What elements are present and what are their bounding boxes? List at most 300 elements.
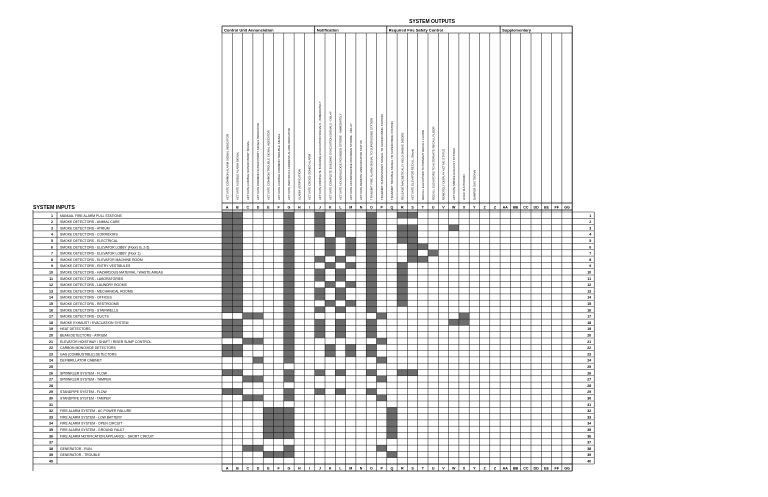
system-input-label: SMOKE DETECTORS - DUCTS (60, 314, 109, 319)
row-number: 1 (51, 213, 53, 218)
column-letter-top: D (256, 205, 260, 210)
matrix-mark (232, 294, 242, 300)
column-letter-bottom: Y (473, 466, 476, 471)
output-column-header: ACTUATE AUDIBLE ALARM SIGNAL (235, 151, 240, 200)
matrix-mark (377, 376, 387, 382)
matrix-mark (315, 288, 325, 294)
matrix-mark (335, 225, 345, 231)
matrix-mark (284, 357, 294, 363)
row-number-right: 10 (587, 270, 592, 275)
row-number: 27 (49, 377, 53, 382)
row-number-right: 21 (587, 339, 592, 344)
column-letter-bottom: O (369, 466, 373, 471)
output-column-header: ACTUATE AUDIBLE SUPERVISORY SIGNAL (245, 140, 250, 200)
matrix-mark (335, 294, 345, 300)
matrix-mark (387, 426, 397, 432)
matrix-mark (366, 300, 376, 306)
system-input-label: CARBON MONOXIDE DETECTORS (60, 346, 116, 351)
matrix-mark (325, 237, 335, 243)
matrix-mark (346, 351, 356, 357)
matrix-mark (335, 332, 345, 338)
row-number-right: 7 (589, 251, 592, 256)
row-number-right: 31 (587, 402, 592, 407)
matrix-mark (232, 351, 242, 357)
output-groups (224, 27, 532, 32)
row-number-right: 14 (587, 295, 592, 300)
column-letter-bottom: V (442, 466, 445, 471)
column-letter-top: F (277, 205, 280, 210)
column-letter-top: G (287, 205, 291, 210)
matrix-mark (346, 281, 356, 287)
row-number: 20 (49, 333, 53, 338)
column-letter-top: Z (483, 205, 486, 210)
matrix-mark (397, 281, 407, 287)
matrix-mark (366, 288, 376, 294)
column-letter-bottom: F (277, 466, 280, 471)
matrix-mark (366, 250, 376, 256)
matrix-mark (253, 357, 263, 363)
matrix-mark (335, 269, 345, 275)
system-input-label: SMOKE DETECTORS - LABORATORIES (60, 276, 124, 281)
matrix-mark (366, 344, 376, 350)
matrix-mark (315, 294, 325, 300)
column-letter-bottom: W (452, 466, 456, 471)
matrix-mark (222, 288, 232, 294)
matrix-mark (335, 218, 345, 224)
row-number-right: 22 (587, 346, 592, 351)
row-number-right: 27 (587, 377, 592, 382)
output-column-header: RELEASE MAGNETICALLY HELD SMOKE DOORS (400, 132, 405, 200)
row-number: 32 (49, 409, 53, 414)
system-input-label: SMOKE DETECTORS - LAUNDRY ROOMS (60, 283, 127, 288)
row-number-right: 5 (589, 239, 592, 243)
column-letter-top: I (309, 205, 311, 210)
matrix-mark (222, 231, 232, 237)
row-number-right: 6 (589, 245, 592, 250)
row-number: 17 (49, 314, 53, 319)
column-letter-bottom: T (421, 466, 424, 471)
matrix-mark (315, 256, 325, 262)
output-column-headers (225, 101, 476, 200)
row-number-right: 20 (587, 333, 592, 338)
column-letter-top: S (411, 205, 414, 210)
matrix-mark (253, 338, 263, 344)
matrix-mark (232, 388, 242, 394)
matrix-mark (449, 319, 459, 325)
system-input-label: SMOKE DETECTORS - OFFICES (60, 295, 112, 300)
column-letter-top: L (339, 205, 342, 210)
system-input-label: SPRINKLER SYSTEM - FLOW (60, 371, 107, 376)
column-letter-top: O (369, 205, 373, 210)
row-number: 11 (49, 276, 53, 281)
matrix-mark (325, 300, 335, 306)
system-input-label: SMOKE DETECTORS - ELECTRICAL (60, 239, 118, 243)
matrix-mark (407, 250, 417, 256)
column-letter-bottom: AA (502, 466, 508, 471)
matrix-mark (284, 338, 294, 344)
matrix-mark (428, 250, 438, 256)
matrix-mark (284, 319, 294, 325)
matrix-mark (366, 262, 376, 268)
matrix-mark (315, 275, 325, 281)
column-letter-bottom: J (318, 466, 321, 471)
matrix-mark (315, 218, 325, 224)
row-number-right: 11 (587, 276, 592, 281)
system-input-label: FIRE ALARM SYSTEM - LOW BATTERY (60, 415, 123, 420)
row-number-right: 40 (587, 459, 592, 464)
matrix-mark (243, 376, 253, 382)
row-number-right: 26 (587, 371, 592, 376)
matrix-mark (335, 319, 345, 325)
matrix-mark (222, 351, 232, 357)
system-input-label: FIRE ALARM SYSTEM - OPEN CIRCUIT (60, 421, 123, 426)
row-number: 23 (49, 352, 53, 357)
column-letter-bottom: D (256, 466, 260, 471)
matrix-mark (222, 281, 232, 287)
system-input-label: SMOKE DETECTORS - RESTROOMS (60, 302, 119, 306)
column-letter-top: Y (473, 205, 476, 210)
column-letter-top: EE (544, 205, 549, 210)
matrix-mark (387, 433, 397, 439)
matrix-mark (366, 307, 376, 313)
matrix-mark (397, 370, 407, 376)
output-column-header: ACTUATE COMPLETE BUILDING EVACUATION SIGNALS - DELAY (328, 111, 333, 200)
matrix-mark (315, 225, 325, 231)
matrix-mark (315, 307, 325, 313)
matrix-mark (232, 250, 242, 256)
column-letter-top: K (328, 205, 332, 210)
column-letter-bottom: A (225, 466, 229, 471)
system-input-label: SMOKE DETECTORS - ATRIUM (60, 226, 110, 231)
matrix-mark (284, 370, 294, 376)
matrix-mark (407, 370, 417, 376)
matrix-mark (232, 225, 242, 231)
row-number-right: 13 (587, 289, 592, 294)
column-letter-top: BB (512, 205, 519, 210)
matrix-mark (418, 244, 428, 250)
row-number: 29 (49, 390, 53, 395)
matrix-mark (315, 325, 325, 331)
column-letter-top: R (400, 205, 404, 210)
matrix-mark (335, 370, 345, 376)
matrix-mark (397, 300, 407, 306)
matrix-mark (366, 275, 376, 281)
column-letter-bottom: M (349, 466, 353, 471)
matrix-mark (232, 344, 242, 350)
column-letter-top: J (318, 205, 321, 210)
matrix-mark (366, 237, 376, 243)
column-letter-bottom: G (287, 466, 291, 471)
matrix-mark (284, 294, 294, 300)
system-input-label: FIRE ALARM SYSTEM - GROUND FAULT (60, 428, 125, 432)
row-number: 36 (49, 434, 53, 439)
matrix-mark (232, 300, 242, 306)
matrix-mark (232, 244, 242, 250)
matrix-mark (243, 338, 253, 344)
row-number: 33 (49, 415, 53, 420)
row-number: 18 (49, 320, 53, 325)
row-number: 7 (51, 251, 53, 256)
row-number: 8 (51, 257, 53, 262)
system-input-label: SMOKE DETECTORS - ELEVATOR LOBBY (Floors B, 2-5) (60, 245, 150, 250)
matrix-mark (366, 332, 376, 338)
column-letter-bottom: GG (564, 466, 570, 471)
matrix-mark (222, 250, 232, 256)
matrix-mark (232, 332, 242, 338)
system-input-label: SPRINKLER SYSTEM - TAMPER (60, 377, 111, 382)
output-column-header: ACTUATE CROSS-ZONED ALARM (307, 153, 312, 200)
column-letter-top: Z (493, 205, 497, 210)
row-number: 28 (49, 383, 53, 388)
column-letter-bottom: L (339, 466, 342, 471)
matrix-mark (346, 262, 356, 268)
matrix-mark (387, 451, 397, 457)
matrix-mark (335, 288, 345, 294)
matrix-mark (335, 231, 345, 237)
matrix-mark (284, 414, 294, 420)
column-letter-top: H (297, 205, 301, 210)
matrix-mark (232, 275, 242, 281)
matrix-mark (366, 225, 376, 231)
matrix-mark (284, 244, 294, 250)
matrix-mark (232, 325, 242, 331)
row-number: 2 (51, 220, 53, 225)
matrix-mark (407, 237, 417, 243)
row-number-right: 25 (587, 365, 592, 369)
matrix-mark (418, 256, 428, 262)
row-number: 31 (49, 402, 53, 407)
matrix-mark (346, 250, 356, 256)
column-letter-bottom: Q (390, 466, 394, 471)
matrix-mark (335, 307, 345, 313)
row-number-right: 36 (587, 434, 592, 439)
row-number: 25 (49, 365, 53, 369)
matrix-mark (274, 433, 284, 439)
system-input-label: GENERATOR - TROUBLE (60, 453, 101, 458)
column-letter-bottom: EE (544, 466, 549, 471)
matrix-mark (274, 426, 284, 432)
system-input-label: SMOKE DETECTORS - ELEVATOR MACHINE ROOM (60, 257, 143, 262)
row-number-right: 32 (587, 409, 592, 414)
matrix-mark (335, 212, 345, 218)
matrix-mark (222, 344, 232, 350)
matrix-mark (377, 338, 387, 344)
system-input-label: GAS (COMBUSTIBLE) DETECTORS (60, 352, 117, 357)
matrix-mark (232, 319, 242, 325)
row-number: 10 (49, 270, 53, 275)
matrix-mark (315, 212, 325, 218)
matrix-mark (284, 407, 294, 413)
matrix-mark (387, 420, 397, 426)
output-column-header: TRANSMIT SUPERVISORY SIGNAL TO SUPERVISING STATION (379, 114, 384, 200)
output-column-header: ACTUATE COMPLETE BUILDING EVACUATION SIGNALS - IMMEDIATELY (317, 101, 322, 200)
system-input-label: STANDPIPE SYSTEM - TAMPER (60, 396, 111, 401)
row-number-right: 34 (587, 421, 592, 426)
matrix-mark (387, 407, 397, 413)
matrix-mark (222, 269, 232, 275)
row-number-right: 2 (589, 220, 592, 225)
matrix-mark (397, 231, 407, 237)
matrix-mark (397, 225, 407, 231)
matrix-mark (346, 344, 356, 350)
matrix-mark (284, 433, 294, 439)
row-number-right: 4 (589, 232, 592, 237)
matrix-mark (263, 420, 273, 426)
column-letter-bottom: X (462, 466, 466, 471)
matrix-mark (284, 250, 294, 256)
matrix-mark (222, 319, 232, 325)
matrix-mark (222, 370, 232, 376)
output-column-header: ACTUATE REMOTE ANNUNCIATOR STATUS (359, 140, 364, 200)
column-letter-top: W (452, 205, 456, 210)
matrix-mark (253, 445, 263, 451)
matrix-mark (232, 212, 242, 218)
matrix-mark (284, 231, 294, 237)
row-number-right: 24 (587, 358, 592, 363)
row-number: 21 (49, 339, 53, 344)
column-letter-bottom: B (236, 466, 239, 471)
matrix-mark (232, 231, 242, 237)
matrix-mark (263, 407, 273, 413)
column-letters-bottom (226, 466, 570, 470)
column-letter-bottom: S (411, 466, 414, 471)
matrix-mark (284, 262, 294, 268)
matrix-mark (325, 262, 335, 268)
matrix-mark (274, 451, 284, 457)
matrix-mark (284, 325, 294, 331)
column-letter-bottom: BB (512, 466, 519, 471)
matrix-mark (232, 218, 242, 224)
column-letter-bottom: N (359, 466, 363, 471)
output-group-label: Required Fire Safety Control (388, 27, 444, 33)
column-letter-top: CC (523, 205, 529, 210)
matrix-mark (335, 275, 345, 281)
row-number-right: 30 (587, 396, 592, 401)
matrix-mark (366, 294, 376, 300)
matrix-mark (325, 351, 335, 357)
row-number-right: 19 (587, 327, 592, 332)
column-letter-bottom: I (309, 466, 311, 471)
matrix-mark (397, 269, 407, 275)
row-number: 30 (49, 396, 53, 401)
row-number: 13 (49, 289, 53, 294)
row-number: 37 (49, 440, 53, 445)
column-letter-top: E (267, 205, 270, 210)
matrix-mark (407, 244, 417, 250)
matrix-mark (335, 256, 345, 262)
row-number: 38 (49, 446, 53, 451)
matrix-mark (243, 313, 253, 319)
column-letter-top: DD (533, 205, 539, 210)
row-number: 39 (49, 453, 53, 458)
matrix-mark (284, 395, 294, 401)
row-number: 12 (49, 283, 53, 288)
row-number: 34 (49, 421, 53, 426)
system-input-label: SMOKE DETECTORS - HAZARDOUS MATERIAL / WASTE AREAS (60, 270, 163, 275)
system-input-label: SMOKE DETECTORS - ELEVATOR LOBBY (Floor 1) (60, 251, 141, 256)
matrix-mark (253, 376, 263, 382)
output-column-header: HVAC SHUTDOWN (462, 174, 467, 200)
output-column-header: TRANSMIT FIRE ALARM SIGNAL TO SUPERVISING STATION (369, 117, 374, 200)
matrix-mark (366, 218, 376, 224)
matrix-mark (315, 269, 325, 275)
matrix-mark (263, 426, 273, 432)
output-column-header: ACTUATE COMMON TROUBLE SIGNAL INDICATOR (266, 130, 271, 200)
system-inputs-title: SYSTEM INPUTS (33, 205, 75, 211)
row-number-right: 3 (589, 226, 592, 231)
matrix-mark (284, 426, 294, 432)
matrix-mark (325, 250, 335, 256)
matrix-mark (366, 269, 376, 275)
matrix-mark (397, 262, 407, 268)
matrix-mark (284, 332, 294, 338)
system-input-label: SMOKE DETECTORS - ENTRY VESTIBULES (60, 264, 131, 269)
matrix-mark (263, 433, 273, 439)
output-column-header: TRANSMIT TROUBLE SIGNAL TO SUPERVISING STATION (390, 121, 395, 200)
matrix-mark (274, 414, 284, 420)
output-column-header: ACTUATE SMOKE EXHAUST SYSTEM (451, 148, 456, 200)
output-column-header: ACTUATE ELEVATOR RECALL (Shunt) (410, 148, 415, 200)
system-outputs-title: SYSTEM OUTPUTS (409, 19, 455, 25)
matrix-mark (315, 319, 325, 325)
matrix-mark (232, 307, 242, 313)
row-number-right: 23 (587, 352, 592, 357)
output-column-header: ACTUATE COMMON ALARM SIGNAL INDICATOR (225, 134, 230, 200)
matrix-mark (325, 344, 335, 350)
column-letter-bottom: Z (493, 466, 497, 471)
output-column-header: DAMPER SHUTDOWN (472, 169, 477, 200)
column-letter-bottom: U (431, 466, 435, 471)
matrix-mark (232, 237, 242, 243)
column-letter-top: N (359, 205, 363, 210)
column-letter-top: V (442, 205, 445, 210)
matrix-mark (335, 388, 345, 394)
matrix-mark (366, 319, 376, 325)
row-number: 16 (49, 308, 53, 313)
column-letter-top: Q (390, 205, 394, 210)
system-input-label: ELEVATOR HOISTWAY / SHAFT / RISER SUMP CONTROL (60, 339, 152, 344)
row-number-right: 15 (587, 302, 592, 306)
column-letter-bottom: P (380, 466, 383, 471)
row-number: 26 (49, 371, 53, 376)
matrix-mark (232, 281, 242, 287)
matrix-mark (346, 300, 356, 306)
row-number-right: 9 (589, 264, 592, 269)
matrix-mark (253, 395, 263, 401)
row-number-right: 29 (587, 390, 592, 395)
matrix-mark (284, 269, 294, 275)
row-number-right: 1 (589, 213, 592, 218)
output-column-header: ACTUATE AUDIBLE COMMON TROUBLE SIGNAL (276, 133, 281, 200)
system-input-label: SMOKE DETECTORS - MECHANICAL ROOMS (60, 289, 133, 294)
matrix-mark (407, 212, 417, 218)
matrix-mark (232, 288, 242, 294)
matrix-mark (366, 244, 376, 250)
column-letter-bottom: R (400, 466, 404, 471)
output-column-header: ACTUATE COMMON SUPERVISORY SIGNAL INDICATOR (256, 123, 261, 200)
row-number: 6 (51, 245, 53, 250)
column-letter-top: X (462, 205, 466, 210)
matrix-mark (315, 388, 325, 394)
matrix-mark (346, 237, 356, 243)
row-number-right: 39 (587, 453, 592, 458)
matrix-mark (222, 294, 232, 300)
column-letter-top: FF (554, 205, 559, 210)
row-number: 35 (49, 428, 53, 432)
matrix-mark (366, 231, 376, 237)
matrix-mark (222, 256, 232, 262)
matrix-mark (263, 414, 273, 420)
